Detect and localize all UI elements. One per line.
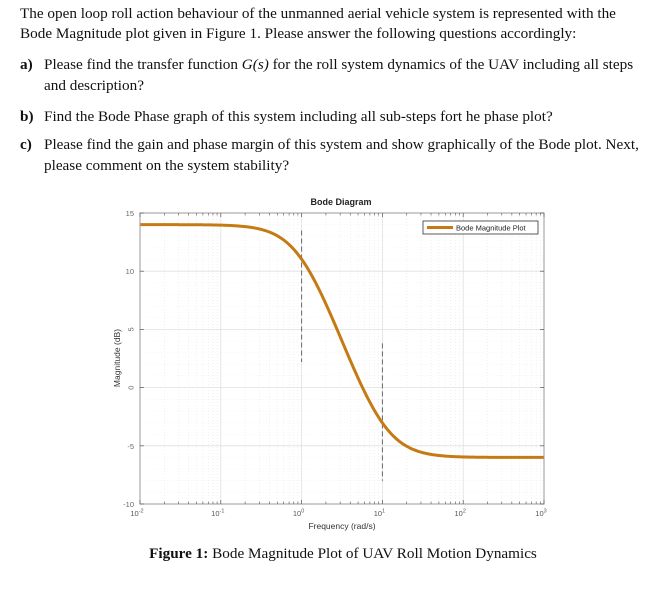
x-tick-label: $10^3$ xyxy=(535,508,547,518)
y-tick-label: 15 xyxy=(125,209,134,218)
axis-ticks xyxy=(123,209,547,518)
x-tick-label: $10^{-1}$ xyxy=(211,508,225,518)
y-tick-label: -10 xyxy=(123,500,134,509)
caption-text: Bode Magnitude Plot of UAV Roll Motion Dynamics xyxy=(208,545,537,562)
item-label: a) xyxy=(20,56,33,73)
figure-caption xyxy=(0,545,670,563)
item-text: Please find the transfer function xyxy=(44,56,242,73)
x-tick-label: $10^0$ xyxy=(292,508,305,518)
y-tick-label: 5 xyxy=(126,327,136,332)
legend-label: Bode Magnitude Plot xyxy=(456,223,526,233)
item-text: for the roll system dynamics of the UAV including all steps and description? xyxy=(44,56,634,94)
y-tick-label: 0 xyxy=(126,385,136,390)
item-text: Find the Bode Phase graph of this system including all sub-steps fort he phase plot? xyxy=(44,108,553,125)
item-label: b) xyxy=(20,108,34,125)
caption-label: Figure 1: xyxy=(149,545,209,562)
y-tick-label: 10 xyxy=(125,267,134,277)
y-axis-label: Magnitude (dB) xyxy=(112,328,122,388)
x-tick-label: $10^1$ xyxy=(373,508,386,518)
major-grid xyxy=(140,213,544,504)
minor-grid xyxy=(140,213,544,504)
x-tick-label: $10^{-2}$ xyxy=(130,508,144,518)
x-axis-label: Frequency (rad/s) xyxy=(308,521,376,531)
item-text: Please find the gain and phase margin of this system and show graphically of the Bode plot. Next, please comment on the system stability? xyxy=(44,136,639,174)
y-tick-label: -5 xyxy=(127,441,134,451)
transfer-function-symbol: G(s) xyxy=(241,56,269,73)
legend xyxy=(423,221,538,234)
dashed-markers xyxy=(302,230,383,480)
item-label: c) xyxy=(20,136,32,153)
axes-frame xyxy=(140,213,544,504)
x-tick-label: $10^2$ xyxy=(454,508,466,518)
question-intro: The open loop roll action behaviour of the unmanned aerial vehicle system is represented with the Bode Magnitude plot given in Figure 1. Please answer the following questions accordingly: xyxy=(20,5,616,42)
chart-title: Bode Diagram xyxy=(310,197,372,207)
